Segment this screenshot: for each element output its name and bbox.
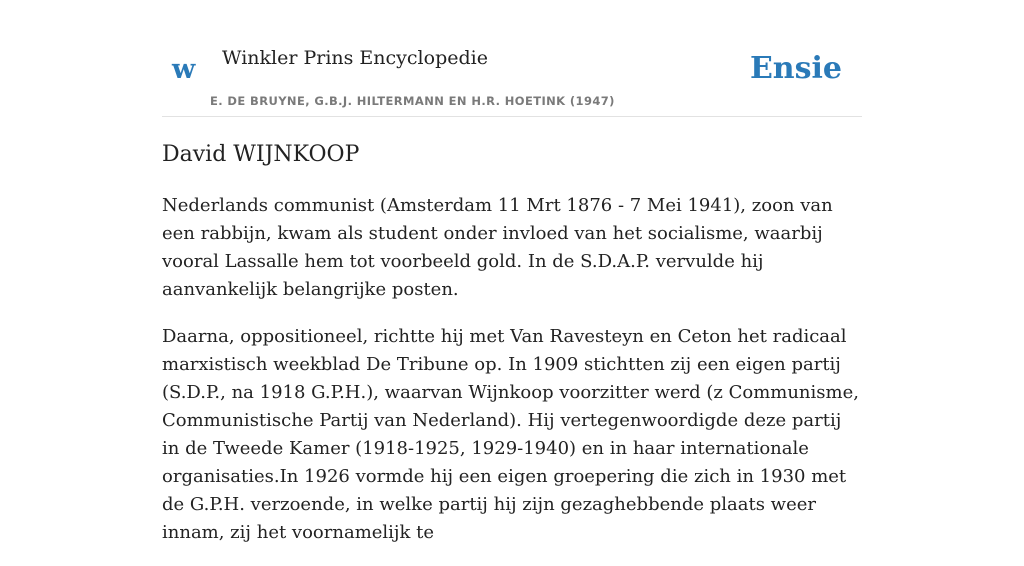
article-paragraph: Nederlands communist (Amsterdam 11 Mrt 1876 - 7 Mei 1941), zoon van een rabbijn, kwam als student onder invloed van het socialisme, waarbij vooral Lassalle hem tot voorbeeld gold. In de S.D.A.P. vervulde hij aanvankelijk belangrijke posten.: [162, 195, 833, 300]
article-body: [162, 192, 862, 566]
page-header: [162, 0, 862, 117]
publication-title[interactable]: Winkler Prins Encyclopedie: [222, 47, 488, 69]
article-paragraph: Daarna, oppositioneel, richtte hij met Van Ravesteyn en Ceton het radicaal marxistisch weekblad De Tribune op. In 1909 stichtten zij een eigen partij (S.D.P., na 1918 G.P.H.), waarvan Wijnkoop voorzitter werd (z Communisme, Communistische Partij van Nederland). Hij vertegenwoordigde deze partij in de Tweede Kamer (1918-1925, 1929-1940) en in haar internationale organisaties.In 1926 vormde hij een eigen groepering die zich in 1930 met de G.P.H. verzoende, in welke partij hij zijn gezaghebbende plaats weer innam, zij het voornamelijk te: [162, 326, 859, 543]
article-title: David WIJNKOOP: [162, 142, 360, 167]
ensie-logo[interactable]: Ensie: [749, 51, 842, 86]
winkler-prins-logo-icon[interactable]: w: [172, 54, 196, 85]
publication-authors: E. DE BRUYNE, G.B.J. HILTERMANN EN H.R. HOETINK (1947): [210, 94, 615, 108]
